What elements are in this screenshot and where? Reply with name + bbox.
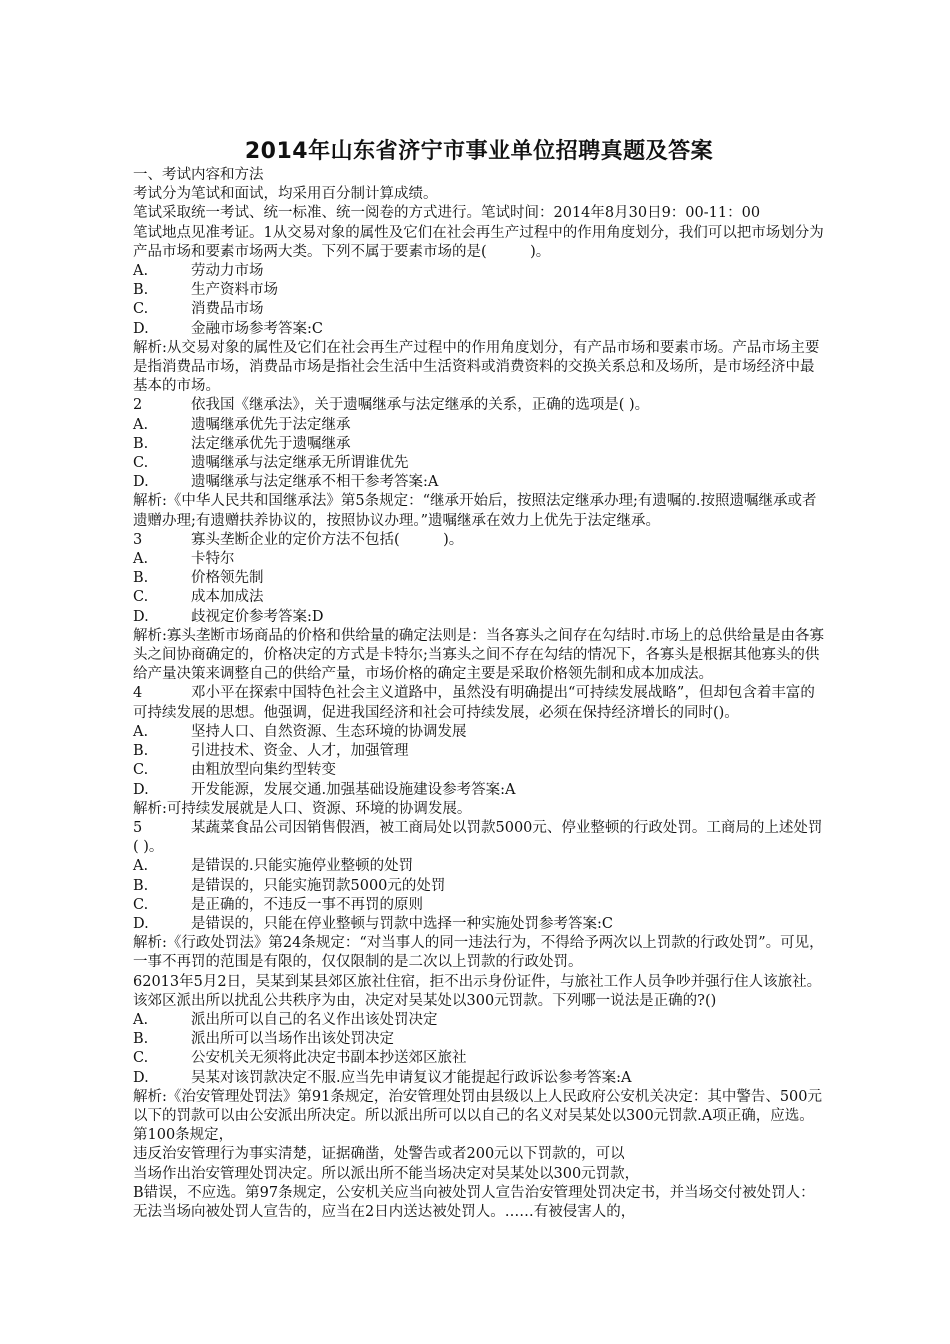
option bbox=[133, 761, 825, 780]
option-text: 遗嘱继承优先于法定继承 bbox=[191, 416, 351, 433]
option bbox=[133, 300, 825, 319]
option-key: B. bbox=[133, 877, 149, 894]
option-key: B. bbox=[133, 1031, 149, 1048]
option bbox=[133, 1069, 825, 1088]
option-key: A. bbox=[133, 416, 149, 433]
option bbox=[133, 281, 825, 300]
option-text: 遗嘱继承与法定继承无所谓谁优先 bbox=[191, 455, 409, 472]
option bbox=[133, 877, 825, 896]
question-number: 4 bbox=[133, 685, 143, 702]
option-key: D. bbox=[133, 915, 149, 932]
section-heading: 一、考试内容和方法 bbox=[133, 167, 264, 183]
option-key: B. bbox=[133, 435, 149, 452]
option bbox=[133, 857, 825, 876]
option-key: C. bbox=[133, 589, 149, 606]
question-text: 寡头垄断企业的定价方法不包括( )。 bbox=[191, 531, 464, 548]
option-text: 派出所可以当场作出该处罚决定 bbox=[191, 1031, 394, 1048]
option-key: D. bbox=[133, 320, 149, 337]
option-key: D. bbox=[133, 781, 149, 798]
option-text: 派出所可以自己的名义作出该处罚决定 bbox=[191, 1011, 438, 1028]
option-text: 劳动力市场 bbox=[191, 263, 264, 280]
question-number: 5 bbox=[133, 819, 143, 836]
option-key: D. bbox=[133, 608, 149, 625]
page-title: 2014年山东省济宁市事业单位招聘真题及答案 bbox=[244, 139, 714, 164]
option-key: A. bbox=[133, 263, 149, 280]
option-key: B. bbox=[133, 570, 149, 587]
option-key: A. bbox=[133, 1011, 149, 1028]
option bbox=[133, 723, 825, 742]
option-text: 成本加成法 bbox=[191, 589, 264, 606]
option bbox=[133, 550, 825, 569]
analysis-line: 违反治安管理行为事实清楚，证据确凿，处警告或者200元以下罚款的，可以 bbox=[133, 1146, 625, 1163]
option-text: 价格领先制 bbox=[191, 570, 264, 587]
option-key: D. bbox=[133, 474, 149, 491]
option-key: C. bbox=[133, 1050, 149, 1067]
option-key: B. bbox=[133, 743, 149, 760]
document-page bbox=[133, 138, 825, 1222]
option-text: 卡特尔 bbox=[191, 551, 235, 568]
option bbox=[133, 1030, 825, 1049]
option-text: 歧视定价参考答案:D bbox=[191, 608, 324, 625]
question-1-stem: 笔试地点见准考证。1从交易对象的属性及它们在社会再生产过程中的作用角度划分，我们可以把市场划分为产品市场和要素市场两大类。下列不属于要素市场的是( )。 bbox=[133, 224, 824, 260]
option bbox=[133, 742, 825, 761]
option-key: A. bbox=[133, 723, 149, 740]
option bbox=[133, 473, 825, 492]
analysis-line: B错误，不应选。第97条规定，公安机关应当向被处罚人宣告治安管理处罚决定书，并当场交付被处罚人：无法当场向被处罚人宣告的，应当在2日内送达被处罚人。……有被侵害人的， bbox=[133, 1184, 815, 1220]
question-text: 邓小平在探索中国特色社会主义道路中，虽然没有明确提出“可持续发展战略”，但却包含着丰富的可持续发展的思想。他强调，促进我国经济和社会可持续发展，必须在保持经济增长的同时()。 bbox=[133, 685, 815, 721]
question-6-stem: 62013年5月2日，吴某到某县郊区旅社住宿，拒不出示身份证件，与旅社工作人员争吵并强行住人该旅社。该郊区派出所以扰乱公共秩序为由，决定对吴某处以300元罚款。下列哪一说法是正确的?() bbox=[133, 973, 822, 1009]
analysis: 解析:从交易对象的属性及它们在社会再生产过程中的作用角度划分，有产品市场和要素市场。产品市场主要是指消费品市场，消费品市场是指社会生活中生活资料或消费资料的交换关系总和及场所，是市场经济中最基本的市场。 bbox=[133, 339, 820, 395]
option-text: 是正确的，不违反一事不再罚的原则 bbox=[191, 896, 423, 913]
option bbox=[133, 1011, 825, 1030]
option-key: C. bbox=[133, 455, 149, 472]
analysis: 解析:《中华人民共和国继承法》第5条规定：“继承开始后，按照法定继承办理;有遗嘱的.按照遗嘱继承或者遗赠办理;有遗赠扶养协议的，按照协议办理。”遗嘱继承在效力上优先于法定继承。 bbox=[133, 493, 817, 529]
question-4-stem bbox=[133, 684, 825, 722]
question-3-stem bbox=[133, 531, 825, 550]
option-key: D. bbox=[133, 1069, 149, 1086]
option-text: 生产资料市场 bbox=[191, 282, 278, 299]
analysis: 解析:《治安管理处罚法》第91条规定，治安管理处罚由县级以上人民政府公安机关决定：其中警告、500元以下的罚款可以由公安派出所决定。所以派出所可以以自己的名义对吴某处以300元罚款.A项正确，应选。第100条规定， bbox=[133, 1088, 823, 1144]
option-text: 开发能源，发展交通.加强基础设施建设参考答案:A bbox=[191, 781, 516, 798]
option bbox=[133, 262, 825, 281]
option-text: 是错误的，只能实施罚款5000元的处罚 bbox=[191, 877, 446, 894]
option-key: C. bbox=[133, 762, 149, 779]
analysis-line: 当场作出治安管理处罚决定。所以派出所不能当场决定对吴某处以300元罚款， bbox=[133, 1165, 640, 1182]
option-key: C. bbox=[133, 896, 149, 913]
option-text: 金融市场参考答案:C bbox=[191, 320, 323, 337]
option bbox=[133, 569, 825, 588]
option-text: 公安机关无须将此决定书副本抄送郊区旅社 bbox=[191, 1050, 467, 1067]
question-text: 某蔬菜食品公司因销售假酒，被工商局处以罚款5000元、停业整顿的行政处罚。工商局的上述处罚( )。 bbox=[133, 819, 823, 856]
question-2-stem bbox=[133, 396, 825, 415]
option-text: 是错误的，只能在停业整顿与罚款中选择一种实施处罚参考答案:C bbox=[191, 915, 613, 932]
question-5-stem bbox=[133, 819, 825, 857]
question-text: 依我国《继承法》，关于遗嘱继承与法定继承的关系，正确的选项是( )。 bbox=[191, 397, 650, 414]
option bbox=[133, 915, 825, 934]
option-key: C. bbox=[133, 301, 149, 318]
option-text: 由粗放型向集约型转变 bbox=[191, 762, 336, 779]
option-key: B. bbox=[133, 282, 149, 299]
option bbox=[133, 588, 825, 607]
option bbox=[133, 454, 825, 473]
analysis: 解析:寡头垄断市场商品的价格和供给量的确定法则是：当各寡头之间存在勾结时.市场上的总供给量是由各寡头之间协商确定的，价格决定的方式是卡特尔;当寡头之间不存在勾结的情况下，各寡头是根据其他寡头的供给产量决策来调整自己的供给产量，市场价格的确定主要是采取价格领先制和成本加成法。 bbox=[133, 627, 824, 683]
option bbox=[133, 608, 825, 627]
option bbox=[133, 1049, 825, 1068]
option bbox=[133, 320, 825, 339]
option-text: 引进技术、资金、人才，加强管理 bbox=[191, 743, 409, 760]
analysis: 解析:《行政处罚法》第24条规定：“对当事人的同一违法行为，不得给予两次以上罚款的行政处罚”。可见，一事不再罚的范围是有限的，仅仅限制的是二次以上罚款的行政处罚。 bbox=[133, 935, 824, 971]
option-text: 吴某对该罚款决定不服.应当先申请复议才能提起行政诉讼参考答案:A bbox=[191, 1069, 632, 1086]
question-number: 2 bbox=[133, 397, 143, 414]
option bbox=[133, 781, 825, 800]
question-number: 3 bbox=[133, 531, 143, 548]
option-key: A. bbox=[133, 551, 149, 568]
paragraph: 笔试采取统一考试、统一标准、统一阅卷的方式进行。笔试时间：2014年8月30日9：00-11：00 bbox=[133, 205, 761, 222]
option-text: 遗嘱继承与法定继承不相干参考答案:A bbox=[191, 474, 439, 491]
option bbox=[133, 416, 825, 435]
analysis: 解析:可持续发展就是人口、资源、环境的协调发展。 bbox=[133, 800, 472, 817]
option-text: 是错误的.只能实施停业整顿的处罚 bbox=[191, 858, 414, 875]
option-text: 消费品市场 bbox=[191, 301, 264, 318]
option-key: A. bbox=[133, 858, 149, 875]
option bbox=[133, 435, 825, 454]
paragraph: 考试分为笔试和面试，均采用百分制计算成绩。 bbox=[133, 186, 438, 203]
option-text: 法定继承优先于遗嘱继承 bbox=[191, 435, 351, 452]
option-text: 坚持人口、自然资源、生态环境的协调发展 bbox=[191, 723, 467, 740]
option bbox=[133, 896, 825, 915]
